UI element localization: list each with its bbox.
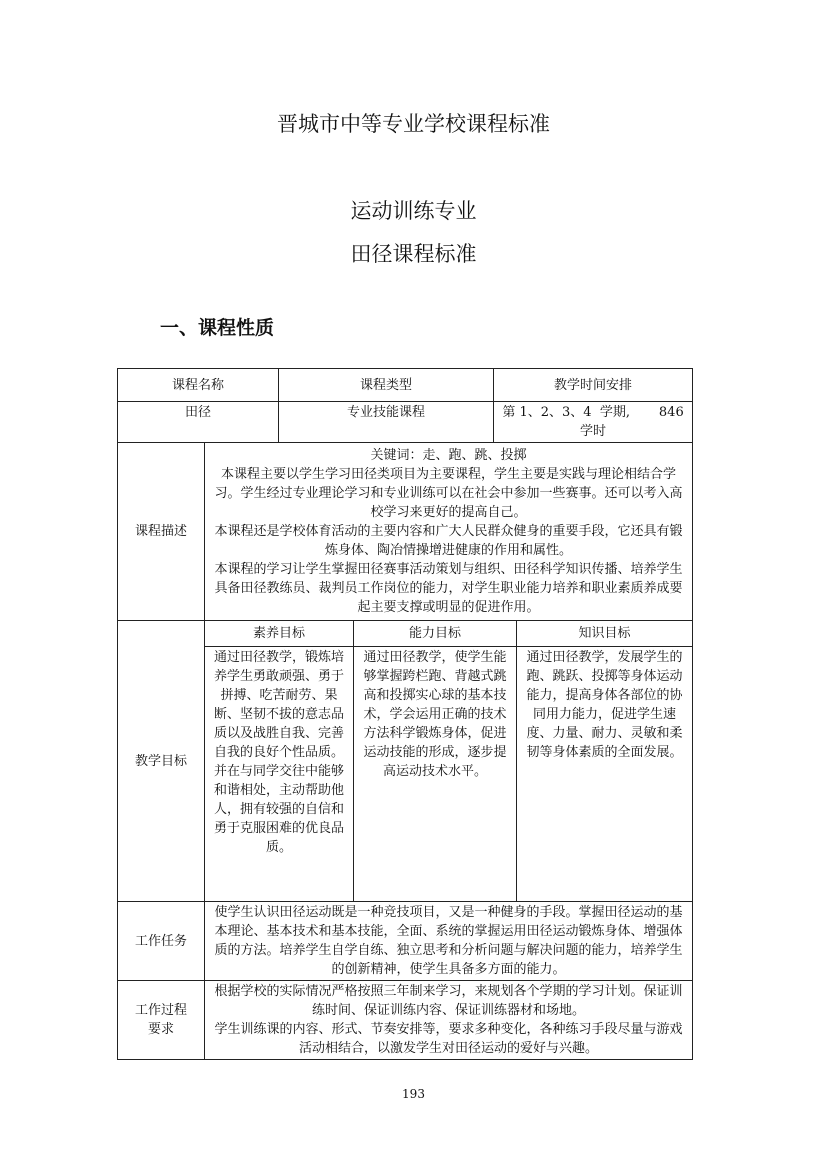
- header-schedule: 教学时间安排: [494, 369, 693, 402]
- process-label: [118, 981, 205, 1060]
- goal-knowledge-text: 通过田径教学，发展学生的跑、跳跃、投掷等身体运动能力，提高身体各部位的协同用力能力，促进学生速度、力量、耐力、灵敏和柔韧等身体素质的全面发展。: [517, 647, 693, 902]
- process-label-line-2: 要求: [147, 1022, 174, 1037]
- goal-ability-text: 通过田径教学，使学生能够掌握跨栏跑、背越式跳高和投掷实心球的基本技术，学会运用正确的技术方法科学锻炼身体，促进运动技能的形成，逐步提高运动技术水平。: [354, 647, 517, 902]
- table-row: [118, 402, 693, 443]
- goal-literacy-text: 通过田径教学，锻炼培养学生勇敢顽强、勇于拼搏、吃苦耐劳、果断、坚韧不拔的意志品质以及战胜自我、完善自我的良好个性品质。并在与同学交往中能够和谐相处，主动帮助他人，拥有较强的自信和勇于克服困难的优良品质。: [205, 647, 354, 902]
- process-content: [205, 981, 693, 1060]
- course-title: 田径课程标准: [350, 242, 477, 266]
- schedule-value: [494, 402, 693, 443]
- major-title: 运动训练专业: [350, 199, 477, 223]
- header-course-type: 课程类型: [279, 369, 494, 402]
- task-label: 工作任务: [118, 902, 205, 981]
- description-keywords: 关键词：走、跑、跳、投掷: [370, 448, 527, 463]
- course-table: [117, 368, 693, 1060]
- description-row: [118, 443, 693, 621]
- goal-header-ability: 能力目标: [354, 621, 517, 647]
- process-paragraph: 学生训练课的内容、形式、节奏安排等，要求多种变化，各种练习手段尽量与游戏活动相结合，以激发学生对田径运动的爱好与兴趣。: [214, 1022, 683, 1056]
- description-paragraph: 本课程主要以学生学习田径类项目为主要课程，学生主要是实践与理论相结合学习。学生经过专业理论学习和专业训练可以在社会中参加一些赛事。还可以考入高校学习来更好的提高自己。: [214, 467, 683, 520]
- description-paragraph: 本课程的学习让学生掌握田径赛事活动策划与组织、田径科学知识传播、培养学生具备田径教练员、裁判员工作岗位的能力，对学生职业能力培养和职业素质养成要起主要支撑或明显的促进作用。: [214, 562, 683, 615]
- school-title: 晋城市中等专业学校课程标准: [277, 112, 550, 136]
- task-text: 使学生认识田径运动既是一种竞技项目，又是一种健身的手段。掌握田径运动的基本理论、基本技术和基本技能，全面、系统的掌握运用田径运动锻炼身体、增强体质的方法。培养学生自学自练、独立思考和分析问题与解决问题的能力，培养学生的创新精神，使学生具备多方面的能力。: [205, 902, 693, 981]
- task-row: [118, 902, 693, 981]
- schedule-line-2: 学时: [580, 424, 607, 439]
- goals-content-row: [118, 647, 693, 902]
- course-name-value: 田径: [118, 402, 279, 443]
- course-type-value: 专业技能课程: [279, 402, 494, 443]
- goal-header-knowledge: 知识目标: [517, 621, 693, 647]
- description-content: [205, 443, 693, 621]
- process-paragraph: 根据学校的实际情况严格按照三年制来学习，来规划各个学期的学习计划。保证训练时间、保证训练内容、保证训练器材和场地。: [214, 984, 683, 1018]
- goals-label: 教学目标: [118, 621, 205, 902]
- header-course-name: 课程名称: [118, 369, 279, 402]
- process-label-line-1: 工作过程: [134, 1003, 187, 1018]
- section-heading: 一、课程性质: [160, 317, 275, 339]
- schedule-line-1: 第 1、2、3、4 学期, 846: [502, 405, 684, 420]
- goals-header-row: [118, 621, 693, 647]
- table-header-row: [118, 369, 693, 402]
- page-number: 193: [402, 1087, 425, 1101]
- description-paragraph: 本课程还是学校体育活动的主要内容和广大人民群众健身的重要手段，它还具有锻炼身体、陶冶情操增进健康的作用和属性。: [214, 524, 683, 558]
- process-row: [118, 981, 693, 1060]
- goal-header-literacy: 素养目标: [205, 621, 354, 647]
- description-label: 课程描述: [118, 443, 205, 621]
